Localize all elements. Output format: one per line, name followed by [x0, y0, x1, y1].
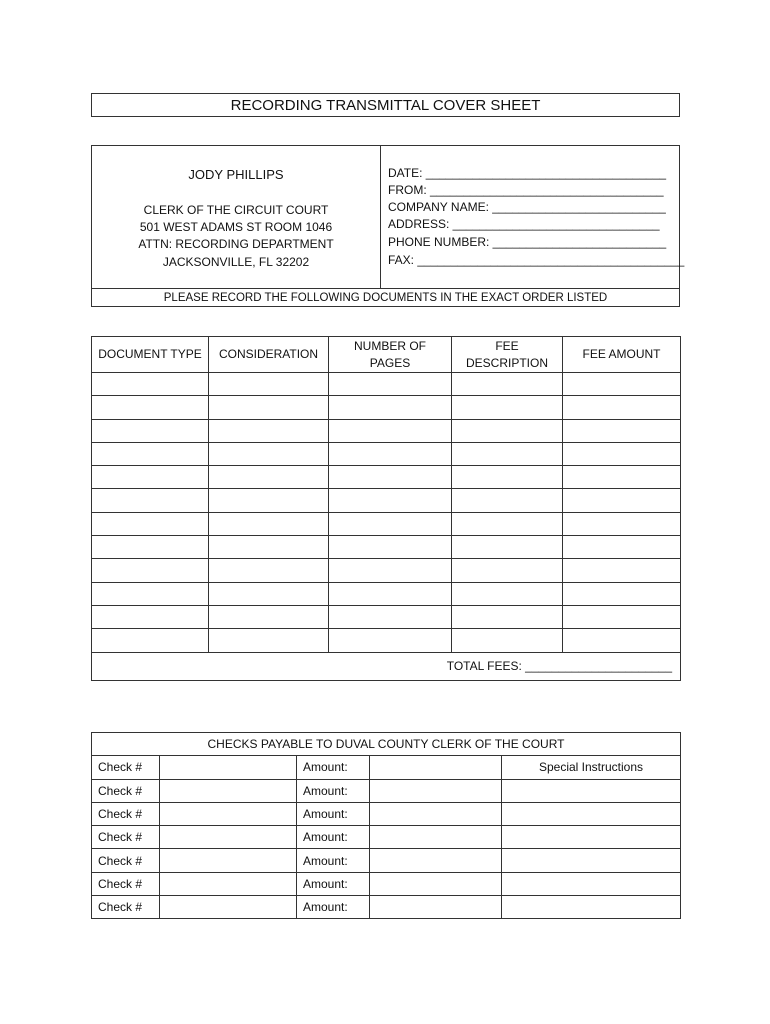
- record-order-instruction: PLEASE RECORD THE FOLLOWING DOCUMENTS IN THE EXACT ORDER LISTED: [92, 288, 679, 307]
- documents-header-row: [92, 337, 681, 373]
- document-cell[interactable]: [563, 466, 681, 489]
- check-row: [92, 896, 681, 919]
- recipient-street: 501 WEST ADAMS ST ROOM 1046: [139, 220, 333, 234]
- document-cell[interactable]: [209, 559, 329, 582]
- check-row: [92, 826, 681, 849]
- document-cell[interactable]: [329, 605, 452, 628]
- amount-field[interactable]: [370, 896, 502, 919]
- address-field[interactable]: ADDRESS: _______________________________: [388, 217, 660, 231]
- total-fees-row: [92, 652, 681, 680]
- recipient-office: CLERK OF THE CIRCUIT COURT: [143, 203, 329, 217]
- document-cell[interactable]: [329, 373, 452, 396]
- document-cell[interactable]: [209, 512, 329, 535]
- amount-label: Amount:: [297, 849, 370, 872]
- document-cell[interactable]: [452, 442, 563, 465]
- special-instructions-label: Special Instructions: [502, 756, 681, 779]
- document-cell[interactable]: [329, 442, 452, 465]
- checks-heading-row: [92, 733, 681, 756]
- document-cell[interactable]: [92, 396, 209, 419]
- amount-label: Amount:: [297, 872, 370, 895]
- header-consideration: CONSIDERATION: [209, 337, 329, 373]
- table-row: [92, 512, 681, 535]
- table-row: [92, 466, 681, 489]
- amount-field[interactable]: [370, 756, 502, 779]
- document-cell[interactable]: [92, 512, 209, 535]
- document-cell[interactable]: [563, 442, 681, 465]
- checks-payable-heading: CHECKS PAYABLE TO DUVAL COUNTY CLERK OF THE COURT: [92, 733, 681, 756]
- recipient-address: [92, 146, 381, 288]
- document-cell[interactable]: [92, 442, 209, 465]
- document-cell[interactable]: [563, 629, 681, 652]
- checks-table: [91, 732, 681, 919]
- document-cell[interactable]: [563, 582, 681, 605]
- document-cell[interactable]: [563, 512, 681, 535]
- document-cell[interactable]: [209, 536, 329, 559]
- amount-label: Amount:: [297, 896, 370, 919]
- document-cell[interactable]: [329, 466, 452, 489]
- date-field[interactable]: DATE: ____________________________________: [388, 166, 667, 180]
- check-number-field[interactable]: [160, 779, 297, 802]
- amount-label: Amount:: [297, 802, 370, 825]
- document-cell[interactable]: [209, 629, 329, 652]
- check-row: [92, 779, 681, 802]
- document-cell[interactable]: [563, 559, 681, 582]
- document-cell[interactable]: [92, 466, 209, 489]
- check-number-field[interactable]: [160, 756, 297, 779]
- document-cell[interactable]: [563, 419, 681, 442]
- document-cell[interactable]: [563, 536, 681, 559]
- special-instructions-field[interactable]: [502, 896, 681, 919]
- check-number-label: Check #: [92, 779, 160, 802]
- header-fee-description: FEE DESCRIPTION: [452, 337, 563, 373]
- check-number-field[interactable]: [160, 802, 297, 825]
- special-instructions-field[interactable]: [502, 802, 681, 825]
- document-cell[interactable]: [452, 466, 563, 489]
- document-cell[interactable]: [452, 489, 563, 512]
- document-cell[interactable]: [329, 489, 452, 512]
- document-cell[interactable]: [329, 512, 452, 535]
- table-row: [92, 442, 681, 465]
- document-cell[interactable]: [209, 582, 329, 605]
- total-fees[interactable]: TOTAL FEES: ______________________: [92, 652, 681, 680]
- amount-field[interactable]: [370, 802, 502, 825]
- document-cell[interactable]: [209, 442, 329, 465]
- document-cell[interactable]: [563, 605, 681, 628]
- check-number-field[interactable]: [160, 872, 297, 895]
- header-fee-amount: FEE AMOUNT: [563, 337, 681, 373]
- document-cell[interactable]: [92, 373, 209, 396]
- document-cell[interactable]: [452, 419, 563, 442]
- check-number-field[interactable]: [160, 826, 297, 849]
- amount-field[interactable]: [370, 826, 502, 849]
- document-cell[interactable]: [209, 396, 329, 419]
- document-cell[interactable]: [329, 419, 452, 442]
- document-cell[interactable]: [452, 373, 563, 396]
- check-number-label: Check #: [92, 872, 160, 895]
- check-row: [92, 849, 681, 872]
- check-number-label: Check #: [92, 849, 160, 872]
- check-number-label: Check #: [92, 756, 160, 779]
- recipient-name: JODY PHILLIPS: [188, 167, 284, 182]
- document-cell[interactable]: [452, 582, 563, 605]
- document-cell[interactable]: [92, 536, 209, 559]
- table-row: [92, 489, 681, 512]
- amount-label: Amount:: [297, 826, 370, 849]
- check-number-label: Check #: [92, 802, 160, 825]
- table-row: [92, 629, 681, 652]
- document-cell[interactable]: [329, 629, 452, 652]
- document-cell[interactable]: [452, 605, 563, 628]
- document-cell[interactable]: [92, 489, 209, 512]
- document-cell[interactable]: [329, 396, 452, 419]
- form-title: RECORDING TRANSMITTAL COVER SHEET: [91, 93, 680, 117]
- document-cell[interactable]: [563, 373, 681, 396]
- document-cell[interactable]: [92, 419, 209, 442]
- document-cell[interactable]: [563, 489, 681, 512]
- table-row: [92, 536, 681, 559]
- check-number-label: Check #: [92, 896, 160, 919]
- special-instructions-field[interactable]: [502, 872, 681, 895]
- document-cell[interactable]: [209, 373, 329, 396]
- special-instructions-field[interactable]: [502, 826, 681, 849]
- document-cell[interactable]: [92, 559, 209, 582]
- fax-field[interactable]: FAX: ________________________________________: [388, 253, 685, 267]
- document-cell[interactable]: [209, 489, 329, 512]
- check-row: [92, 872, 681, 895]
- document-cell[interactable]: [209, 466, 329, 489]
- check-row: [92, 802, 681, 825]
- phone-number-field[interactable]: PHONE NUMBER: __________________________: [388, 235, 667, 249]
- recipient-city: JACKSONVILLE, FL 32202: [162, 255, 310, 269]
- special-instructions-field[interactable]: [502, 779, 681, 802]
- table-row: [92, 396, 681, 419]
- document-cell[interactable]: [452, 536, 563, 559]
- document-cell[interactable]: [92, 629, 209, 652]
- recipient-attn: ATTN: RECORDING DEPARTMENT: [138, 237, 334, 251]
- documents-table: [91, 336, 681, 681]
- document-cell[interactable]: [329, 582, 452, 605]
- document-cell[interactable]: [92, 582, 209, 605]
- table-row: [92, 373, 681, 396]
- amount-field[interactable]: [370, 872, 502, 895]
- table-row: [92, 605, 681, 628]
- check-number-label: Check #: [92, 826, 160, 849]
- check-number-field[interactable]: [160, 896, 297, 919]
- document-cell[interactable]: [209, 419, 329, 442]
- document-cell[interactable]: [92, 605, 209, 628]
- check-number-field[interactable]: [160, 849, 297, 872]
- table-row: [92, 582, 681, 605]
- company-name-field[interactable]: COMPANY NAME: __________________________: [388, 200, 666, 214]
- check-row: [92, 756, 681, 779]
- document-cell[interactable]: [452, 629, 563, 652]
- document-cell[interactable]: [563, 396, 681, 419]
- amount-label: Amount:: [297, 756, 370, 779]
- document-cell[interactable]: [452, 512, 563, 535]
- special-instructions-field[interactable]: [502, 849, 681, 872]
- from-field[interactable]: FROM: ___________________________________: [388, 183, 664, 197]
- document-cell[interactable]: [329, 536, 452, 559]
- header-document-type: DOCUMENT TYPE: [92, 337, 209, 373]
- document-cell[interactable]: [329, 559, 452, 582]
- header-number-of-pages: NUMBER OF PAGES: [329, 337, 452, 373]
- table-row: [92, 559, 681, 582]
- document-cell[interactable]: [452, 559, 563, 582]
- amount-label: Amount:: [297, 779, 370, 802]
- document-cell[interactable]: [452, 396, 563, 419]
- document-cell[interactable]: [209, 605, 329, 628]
- address-section: [91, 145, 685, 307]
- amount-field[interactable]: [370, 779, 502, 802]
- amount-field[interactable]: [370, 849, 502, 872]
- table-row: [92, 419, 681, 442]
